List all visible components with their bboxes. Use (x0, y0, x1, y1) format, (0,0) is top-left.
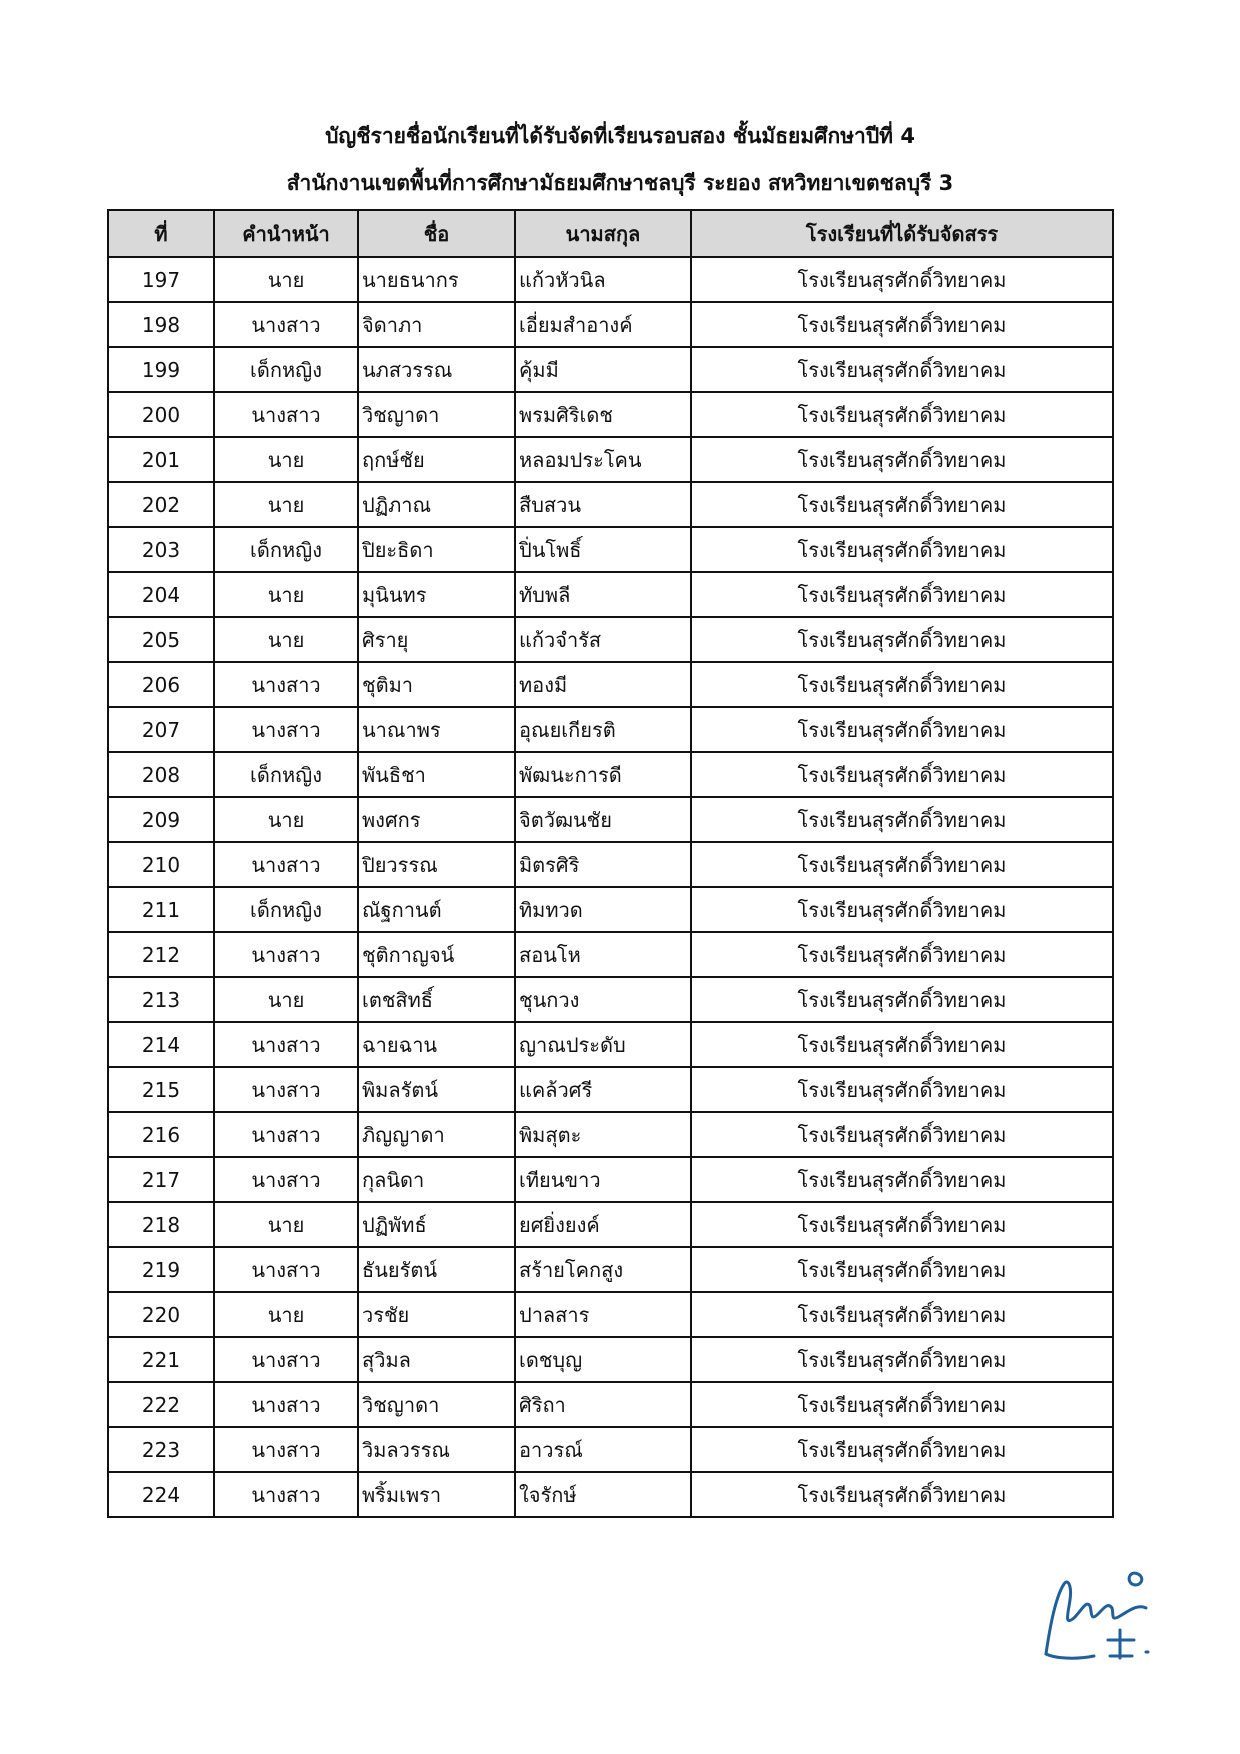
cell-last-name: แก้วจำรัส (515, 617, 691, 662)
cell-school: โรงเรียนสุรศักดิ์วิทยาคม (691, 752, 1113, 797)
cell-school: โรงเรียนสุรศักดิ์วิทยาคม (691, 257, 1113, 302)
cell-no: 213 (108, 977, 214, 1022)
document-title: บัญชีรายชื่อนักเรียนที่ได้รับจัดที่เรียนรอบสอง ชั้นมัธยมศึกษาปีที่ 4 (325, 124, 915, 148)
cell-school: โรงเรียนสุรศักดิ์วิทยาคม (691, 1472, 1113, 1517)
cell-no: 202 (108, 482, 214, 527)
cell-first-name: ณัฐกานต์ (358, 887, 515, 932)
table-row (108, 347, 1113, 392)
table-row (108, 1022, 1113, 1067)
cell-first-name: ชุติกาญจน์ (358, 932, 515, 977)
cell-last-name: พิมสุตะ (515, 1112, 691, 1157)
cell-first-name: พริ้มเพรา (358, 1472, 515, 1517)
cell-no: 197 (108, 257, 214, 302)
cell-school: โรงเรียนสุรศักดิ์วิทยาคม (691, 707, 1113, 752)
table-row (108, 1202, 1113, 1247)
cell-last-name: พรมศิริเดช (515, 392, 691, 437)
cell-last-name: หลอมประโคน (515, 437, 691, 482)
cell-last-name: เทียนขาว (515, 1157, 691, 1202)
cell-last-name: สอนโห (515, 932, 691, 977)
cell-last-name: ปาลสาร (515, 1292, 691, 1337)
cell-no: 199 (108, 347, 214, 392)
cell-first-name: ชุติมา (358, 662, 515, 707)
table-header-row (108, 210, 1113, 257)
cell-school: โรงเรียนสุรศักดิ์วิทยาคม (691, 1427, 1113, 1472)
table-body (108, 257, 1113, 1517)
cell-prefix: นางสาว (214, 302, 358, 347)
cell-last-name: สร้ายโคกสูง (515, 1247, 691, 1292)
cell-school: โรงเรียนสุรศักดิ์วิทยาคม (691, 662, 1113, 707)
cell-school: โรงเรียนสุรศักดิ์วิทยาคม (691, 1022, 1113, 1067)
cell-first-name: วิชญาดา (358, 392, 515, 437)
signature-icon (1034, 1556, 1164, 1666)
cell-prefix: นางสาว (214, 1337, 358, 1382)
cell-first-name: กุลนิดา (358, 1157, 515, 1202)
table-row (108, 752, 1113, 797)
cell-school: โรงเรียนสุรศักดิ์วิทยาคม (691, 932, 1113, 977)
cell-no: 198 (108, 302, 214, 347)
cell-no: 211 (108, 887, 214, 932)
cell-prefix: นางสาว (214, 1382, 358, 1427)
cell-no: 212 (108, 932, 214, 977)
cell-school: โรงเรียนสุรศักดิ์วิทยาคม (691, 1157, 1113, 1202)
cell-last-name: ใจรักษ์ (515, 1472, 691, 1517)
cell-last-name: มิตรศิริ (515, 842, 691, 887)
cell-last-name: จิตวัฒนชัย (515, 797, 691, 842)
cell-no: 223 (108, 1427, 214, 1472)
cell-prefix: นาย (214, 1202, 358, 1247)
cell-last-name: ทองมี (515, 662, 691, 707)
header-school: โรงเรียนที่ได้รับจัดสรร (691, 210, 1113, 257)
table-row (108, 617, 1113, 662)
cell-last-name: แคล้วศรี (515, 1067, 691, 1112)
cell-prefix: เด็กหญิง (214, 347, 358, 392)
cell-prefix: นางสาว (214, 707, 358, 752)
cell-school: โรงเรียนสุรศักดิ์วิทยาคม (691, 797, 1113, 842)
cell-school: โรงเรียนสุรศักดิ์วิทยาคม (691, 482, 1113, 527)
cell-school: โรงเรียนสุรศักดิ์วิทยาคม (691, 1067, 1113, 1112)
table-row (108, 842, 1113, 887)
cell-first-name: ปิยวรรณ (358, 842, 515, 887)
cell-prefix: นาย (214, 257, 358, 302)
cell-school: โรงเรียนสุรศักดิ์วิทยาคม (691, 1202, 1113, 1247)
cell-no: 220 (108, 1292, 214, 1337)
cell-no: 200 (108, 392, 214, 437)
table-row (108, 1427, 1113, 1472)
table-row (108, 527, 1113, 572)
cell-first-name: ปฏิพัทธ์ (358, 1202, 515, 1247)
cell-last-name: ปิ่นโพธิ์ (515, 527, 691, 572)
cell-no: 203 (108, 527, 214, 572)
cell-no: 216 (108, 1112, 214, 1157)
cell-no: 221 (108, 1337, 214, 1382)
cell-first-name: วรชัย (358, 1292, 515, 1337)
table-row (108, 572, 1113, 617)
cell-first-name: ภิญญาดา (358, 1112, 515, 1157)
cell-prefix: เด็กหญิง (214, 752, 358, 797)
cell-prefix: นางสาว (214, 842, 358, 887)
cell-last-name: พัฒนะการดี (515, 752, 691, 797)
cell-school: โรงเรียนสุรศักดิ์วิทยาคม (691, 1247, 1113, 1292)
cell-prefix: นาย (214, 977, 358, 1022)
cell-no: 206 (108, 662, 214, 707)
cell-first-name: พันธิชา (358, 752, 515, 797)
cell-school: โรงเรียนสุรศักดิ์วิทยาคม (691, 572, 1113, 617)
cell-last-name: เอี่ยมสำอางค์ (515, 302, 691, 347)
cell-school: โรงเรียนสุรศักดิ์วิทยาคม (691, 437, 1113, 482)
table-row (108, 887, 1113, 932)
cell-no: 205 (108, 617, 214, 662)
table-row (108, 302, 1113, 347)
cell-first-name: ปฏิภาณ (358, 482, 515, 527)
cell-no: 208 (108, 752, 214, 797)
cell-first-name: ฤกษ์ชัย (358, 437, 515, 482)
cell-school: โรงเรียนสุรศักดิ์วิทยาคม (691, 1337, 1113, 1382)
cell-school: โรงเรียนสุรศักดิ์วิทยาคม (691, 527, 1113, 572)
cell-last-name: อุณยเกียรติ (515, 707, 691, 752)
cell-last-name: อาวรณ์ (515, 1427, 691, 1472)
table-row (108, 437, 1113, 482)
header-prefix: คำนำหน้า (214, 210, 358, 257)
cell-prefix: นาย (214, 482, 358, 527)
cell-prefix: นางสาว (214, 932, 358, 977)
cell-prefix: นางสาว (214, 1022, 358, 1067)
cell-prefix: นางสาว (214, 1067, 358, 1112)
cell-last-name: แก้วหัวนิล (515, 257, 691, 302)
table-row (108, 1157, 1113, 1202)
table-row (108, 1067, 1113, 1112)
table-row (108, 392, 1113, 437)
cell-prefix: นางสาว (214, 392, 358, 437)
cell-no: 215 (108, 1067, 214, 1112)
table-row (108, 482, 1113, 527)
cell-no: 207 (108, 707, 214, 752)
cell-no: 214 (108, 1022, 214, 1067)
cell-prefix: นางสาว (214, 662, 358, 707)
cell-no: 224 (108, 1472, 214, 1517)
cell-first-name: ปิยะธิดา (358, 527, 515, 572)
cell-school: โรงเรียนสุรศักดิ์วิทยาคม (691, 1292, 1113, 1337)
cell-school: โรงเรียนสุรศักดิ์วิทยาคม (691, 977, 1113, 1022)
table-row (108, 1292, 1113, 1337)
cell-school: โรงเรียนสุรศักดิ์วิทยาคม (691, 842, 1113, 887)
cell-last-name: ยศยิ่งยงค์ (515, 1202, 691, 1247)
table-row (108, 707, 1113, 752)
cell-no: 222 (108, 1382, 214, 1427)
cell-no: 219 (108, 1247, 214, 1292)
cell-school: โรงเรียนสุรศักดิ์วิทยาคม (691, 302, 1113, 347)
cell-school: โรงเรียนสุรศักดิ์วิทยาคม (691, 392, 1113, 437)
table-row (108, 257, 1113, 302)
cell-prefix: นางสาว (214, 1472, 358, 1517)
cell-prefix: นาย (214, 572, 358, 617)
cell-no: 201 (108, 437, 214, 482)
cell-no: 204 (108, 572, 214, 617)
cell-prefix: นาย (214, 797, 358, 842)
cell-prefix: นางสาว (214, 1427, 358, 1472)
cell-first-name: ธันยรัตน์ (358, 1247, 515, 1292)
cell-prefix: นางสาว (214, 1112, 358, 1157)
cell-no: 210 (108, 842, 214, 887)
table-row (108, 1337, 1113, 1382)
header-first-name: ชื่อ (358, 210, 515, 257)
cell-first-name: วิมลวรรณ (358, 1427, 515, 1472)
cell-first-name: นาณาพร (358, 707, 515, 752)
cell-no: 217 (108, 1157, 214, 1202)
cell-first-name: วิชญาดา (358, 1382, 515, 1427)
table-row (108, 662, 1113, 707)
cell-last-name: ญาณประดับ (515, 1022, 691, 1067)
table-row (108, 797, 1113, 842)
cell-prefix: นางสาว (214, 1247, 358, 1292)
cell-first-name: นายธนากร (358, 257, 515, 302)
table-row (108, 1472, 1113, 1517)
cell-no: 218 (108, 1202, 214, 1247)
cell-prefix: เด็กหญิง (214, 887, 358, 932)
cell-prefix: นางสาว (214, 1157, 358, 1202)
table-row (108, 977, 1113, 1022)
cell-school: โรงเรียนสุรศักดิ์วิทยาคม (691, 347, 1113, 392)
cell-last-name: ทิมทวด (515, 887, 691, 932)
student-roster-table (107, 209, 1114, 1518)
cell-last-name: ศิริถา (515, 1382, 691, 1427)
cell-prefix: เด็กหญิง (214, 527, 358, 572)
cell-school: โรงเรียนสุรศักดิ์วิทยาคม (691, 887, 1113, 932)
cell-first-name: มุนินทร (358, 572, 515, 617)
cell-first-name: พิมลรัตน์ (358, 1067, 515, 1112)
header-no: ที่ (108, 210, 214, 257)
cell-last-name: ชุนกวง (515, 977, 691, 1022)
cell-no: 209 (108, 797, 214, 842)
cell-first-name: ฉายฉาน (358, 1022, 515, 1067)
table-row (108, 1247, 1113, 1292)
cell-first-name: จิดาภา (358, 302, 515, 347)
cell-school: โรงเรียนสุรศักดิ์วิทยาคม (691, 1112, 1113, 1157)
cell-prefix: นาย (214, 1292, 358, 1337)
cell-school: โรงเรียนสุรศักดิ์วิทยาคม (691, 617, 1113, 662)
table-row (108, 932, 1113, 977)
cell-first-name: พงศกร (358, 797, 515, 842)
document-subtitle: สำนักงานเขตพื้นที่การศึกษามัธยมศึกษาชลบุรี ระยอง สหวิทยาเขตชลบุรี 3 (286, 171, 954, 195)
cell-last-name: ทับพลี (515, 572, 691, 617)
cell-last-name: เดชบุญ (515, 1337, 691, 1382)
header-last-name: นามสกุล (515, 210, 691, 257)
cell-school: โรงเรียนสุรศักดิ์วิทยาคม (691, 1382, 1113, 1427)
cell-first-name: เตชสิทธิ์ (358, 977, 515, 1022)
cell-first-name: นภสวรรณ (358, 347, 515, 392)
cell-prefix: นาย (214, 437, 358, 482)
cell-last-name: สืบสวน (515, 482, 691, 527)
cell-first-name: สุวิมล (358, 1337, 515, 1382)
cell-prefix: นาย (214, 617, 358, 662)
cell-last-name: คุ้มมี (515, 347, 691, 392)
table-row (108, 1382, 1113, 1427)
table-row (108, 1112, 1113, 1157)
cell-first-name: ศิรายุ (358, 617, 515, 662)
